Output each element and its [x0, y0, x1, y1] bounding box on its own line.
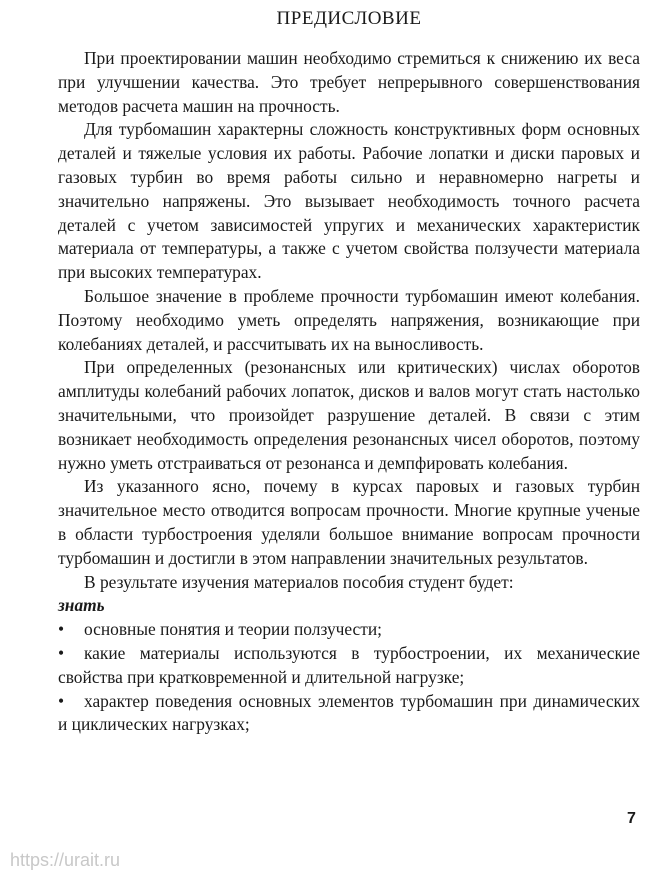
paragraph-4-text: При определенных (резонансных или критических) числах оборотов амплитуды колебаний рабочих лопаток, дисков и валов могут стать настолько значительными, что произойдет разрушение деталей. В связи с этим возникает необходимость определения резонансных чисел оборотов, поэтому нужно уметь отстраиваться от резонанса и демпфировать колебания.: [58, 357, 640, 473]
bullet-item-1: [58, 618, 640, 642]
bullet-icon: •: [58, 642, 65, 663]
paragraph-6-text: В результате изучения материалов пособия студент будет:: [84, 571, 514, 592]
bullet-icon: •: [58, 619, 65, 640]
bullet-item-3: [58, 690, 640, 738]
bullet-item-text: основные понятия и теории ползучести;: [84, 619, 383, 640]
paragraph-4: [58, 356, 640, 475]
watermark-url: https://urait.ru: [10, 850, 121, 870]
paragraph-2: [58, 118, 640, 285]
page-title: ПРЕДИСЛОВИЕ: [276, 8, 422, 29]
paragraph-5: [58, 475, 640, 570]
bullet-item-text: характер поведения основных элементов турбомашин при динамических и циклических нагрузках;: [58, 690, 640, 735]
paragraph-2-text: Для турбомашин характерны сложность конструктивных форм основных деталей и тяжелые условия их работы. Рабочие лопатки и диски паровых и газовых турбин во время работы сильно и неравномерно нагреты и значительно напряжены. Это вызывает необходимость точного расчета деталей с учетом зависимостей упругих и механических характеристик материала от температуры, а также с учетом свойства ползучести материала при высоких температурах.: [58, 119, 640, 283]
paragraph-6: [58, 571, 640, 595]
bullet-item-text: какие материалы используются в турбостроении, их механические свойства при кратковременной и длительной нагрузке;: [58, 642, 640, 687]
paragraph-3-text: Большое значение в проблеме прочности турбомашин имеют колебания. Поэтому необходимо уметь определять напряжения, возникающие при колебаниях деталей, и рассчитывать их на выносливость.: [58, 285, 640, 354]
bullet-icon: •: [58, 690, 65, 711]
paragraph-1-text: При проектировании машин необходимо стремиться к снижению их веса при улучшении качества. Это требует непрерывного совершенствования методов расчета машин на прочность.: [58, 48, 640, 116]
paragraph-1: [58, 47, 640, 118]
know-label: знать: [58, 595, 105, 616]
paragraph-3: [58, 285, 640, 356]
bullet-item-2: [58, 642, 640, 690]
paragraph-5-text: Из указанного ясно, почему в курсах паровых и газовых турбин значительное место отводится вопросам прочности. Многие крупные ученые в области турбостроения уделяли большое внимание вопросам прочности турбомашин и достигли в этом направлении значительных результатов.: [58, 476, 640, 568]
page-number: 7: [627, 810, 636, 827]
body-text: [58, 47, 640, 737]
